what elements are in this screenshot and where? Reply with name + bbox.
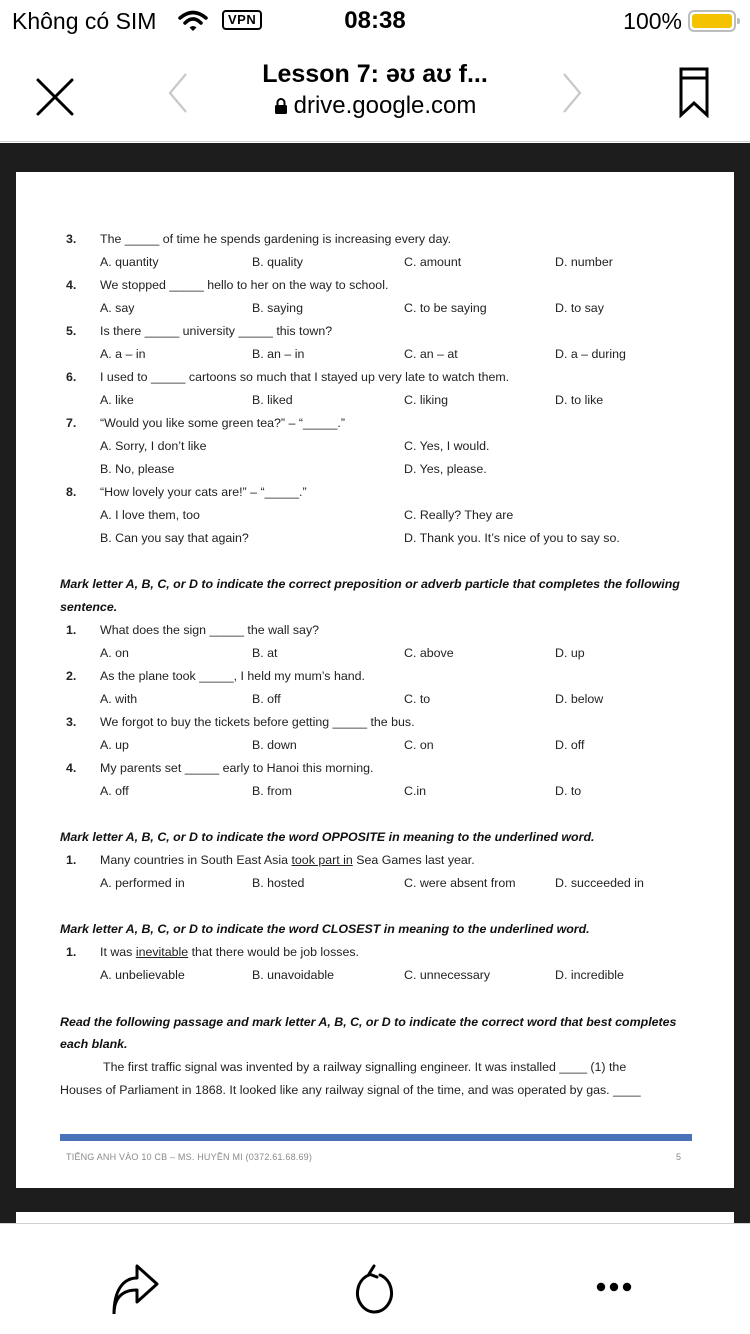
question-number: 4.	[66, 278, 77, 292]
option-d: D. off	[555, 738, 585, 752]
footer-text: TIẾNG ANH VÀO 10 CB – MS. HUYỀN MI (0372.61.68.69)	[66, 1152, 313, 1162]
passage-line: Houses of Parliament in 1868. It looked like any railway signal of the time, and was operated by gas. ____	[60, 1083, 641, 1097]
option-a: A. Sorry, I don’t like	[100, 439, 207, 453]
option-d: D. below	[555, 692, 604, 706]
option-a: A. up	[100, 738, 129, 752]
lock-icon	[274, 98, 288, 114]
question-number: 7.	[66, 416, 77, 430]
option-c: C. liking	[404, 393, 449, 407]
battery-percentage: 100%	[623, 8, 682, 34]
option-c: C. unnecessary	[404, 968, 491, 982]
option-a: A. I love them, too	[100, 508, 200, 522]
battery-icon	[688, 10, 740, 32]
option-d: D. a – during	[555, 347, 626, 361]
bottom-toolbar	[0, 1223, 750, 1334]
chevron-right-icon[interactable]	[558, 70, 588, 116]
option-c: C. an – at	[404, 347, 458, 361]
options-row	[60, 508, 700, 526]
section-instruction: each blank.	[60, 1037, 128, 1051]
option-a: A. a – in	[100, 347, 146, 361]
option-b: B. off	[252, 692, 281, 706]
option-d: D. to say	[555, 301, 604, 315]
passage-line: The first traffic signal was invented by a railway signalling engineer. It was installed ____ (1) the	[103, 1060, 627, 1074]
question-number: 2.	[66, 669, 77, 683]
option-b: B. Can you say that again?	[100, 531, 249, 545]
options-row	[60, 531, 700, 549]
option-a: A. on	[100, 646, 129, 660]
option-d: D. succeeded in	[555, 876, 644, 890]
option-a: A. quantity	[100, 255, 159, 269]
carrier-label: Không có SIM	[12, 8, 157, 34]
question-text: The _____ of time he spends gardening is increasing every day.	[100, 232, 452, 246]
underlined-phrase: took part in	[291, 853, 353, 867]
option-a: A. with	[100, 692, 138, 706]
browser-nav-bar	[0, 42, 750, 142]
document-page	[16, 172, 734, 1188]
url-text: drive.google.com	[293, 92, 477, 119]
option-b: B. hosted	[252, 876, 305, 890]
option-a: A. like	[100, 393, 134, 407]
option-d: D. Yes, please.	[404, 462, 487, 476]
question-number: 4.	[66, 761, 77, 775]
option-c: C. amount	[404, 255, 462, 269]
option-c: C.in	[404, 784, 427, 798]
option-b: B. quality	[252, 255, 303, 269]
question-number: 5.	[66, 324, 77, 338]
option-b: B. down	[252, 738, 297, 752]
option-b: B. saying	[252, 301, 303, 315]
option-d: D. up	[555, 646, 585, 660]
question-number: 8.	[66, 485, 77, 499]
section-instruction: Read the following passage and mark letter A, B, C, or D to indicate the correct word that best completes	[60, 1015, 677, 1029]
option-b: B. unavoidable	[252, 968, 334, 982]
option-c: C. Really? They are	[404, 508, 514, 522]
question-number: 3.	[66, 715, 77, 729]
options-row	[60, 876, 700, 894]
option-b: B. at	[252, 646, 278, 660]
question-text: As the plane took _____, I held my mum’s hand.	[100, 669, 365, 683]
option-c: C. to	[404, 692, 431, 706]
url-label[interactable]	[0, 92, 750, 120]
share-icon[interactable]	[110, 1264, 162, 1314]
option-c: C. on	[404, 738, 434, 752]
reload-icon[interactable]	[350, 1264, 400, 1314]
question-text: “Would you like some green tea?” – “_____.”	[100, 416, 345, 430]
question-number: 6.	[66, 370, 77, 384]
options-row	[60, 462, 700, 480]
options-row	[60, 301, 700, 319]
option-c: C. above	[404, 646, 454, 660]
options-row	[60, 784, 700, 802]
section-instruction: Mark letter A, B, C, or D to indicate the word OPPOSITE in meaning to the underlined word.	[60, 830, 595, 844]
option-b: B. No, please	[100, 462, 175, 476]
options-row	[60, 646, 700, 664]
question-number: 3.	[66, 232, 77, 246]
bookmark-icon[interactable]	[674, 66, 714, 118]
underlined-word: inevitable	[135, 945, 189, 959]
option-d: D. incredible	[555, 968, 624, 982]
options-row	[60, 738, 700, 756]
option-d: D. Thank you. It’s nice of you to say so.	[404, 531, 620, 545]
question-number: 1.	[66, 623, 77, 637]
option-b: B. liked	[252, 393, 293, 407]
page-number: 5	[676, 1152, 682, 1162]
question-number: 1.	[66, 945, 77, 959]
options-row	[60, 347, 700, 365]
status-time: 08:38	[344, 7, 406, 34]
question-text: Many countries in South East Asia took part in Sea Games last year.	[100, 853, 475, 867]
option-d: D. to like	[555, 393, 604, 407]
question-text: My parents set _____ early to Hanoi this morning.	[100, 761, 374, 775]
question-text: Is there _____ university _____ this town?	[100, 324, 333, 338]
option-d: D. to	[555, 784, 582, 798]
options-row	[60, 692, 700, 710]
option-c: C. to be saying	[404, 301, 487, 315]
option-a: A. off	[100, 784, 129, 798]
option-c: C. were absent from	[404, 876, 516, 890]
options-row	[60, 439, 700, 457]
status-bar	[0, 0, 750, 42]
option-b: B. an – in	[252, 347, 305, 361]
option-a: A. performed in	[100, 876, 185, 890]
next-document-page	[16, 1212, 734, 1223]
document-viewer[interactable]	[0, 143, 750, 1223]
option-a: A. unbelievable	[100, 968, 185, 982]
section-instruction: sentence.	[60, 600, 118, 614]
question-text: “How lovely your cats are!” – “_____.”	[100, 485, 307, 499]
option-a: A. say	[100, 301, 135, 315]
footer-divider	[60, 1134, 692, 1141]
question-text: It was inevitable that there would be job losses.	[100, 945, 359, 959]
option-c: C. Yes, I would.	[404, 439, 490, 453]
option-d: D. number	[555, 255, 613, 269]
question-text: We stopped _____ hello to her on the way to school.	[100, 278, 389, 292]
question-text: We forgot to buy the tickets before getting _____ the bus.	[100, 715, 415, 729]
more-icon[interactable]	[596, 1280, 632, 1294]
question-text: I used to _____ cartoons so much that I stayed up very late to watch them.	[100, 370, 510, 384]
options-row	[60, 393, 700, 411]
section-instruction: Mark letter A, B, C, or D to indicate the correct preposition or adverb particle that completes the following	[60, 577, 680, 591]
options-row	[60, 255, 700, 273]
options-row	[60, 968, 700, 986]
question-number: 1.	[66, 853, 77, 867]
vpn-badge: VPN	[222, 10, 262, 30]
page-title: Lesson 7: əʊ aʊ f...	[262, 60, 488, 88]
option-b: B. from	[252, 784, 292, 798]
question-text: What does the sign _____ the wall say?	[100, 623, 320, 637]
section-instruction: Mark letter A, B, C, or D to indicate the word CLOSEST in meaning to the underlined word.	[60, 922, 590, 936]
